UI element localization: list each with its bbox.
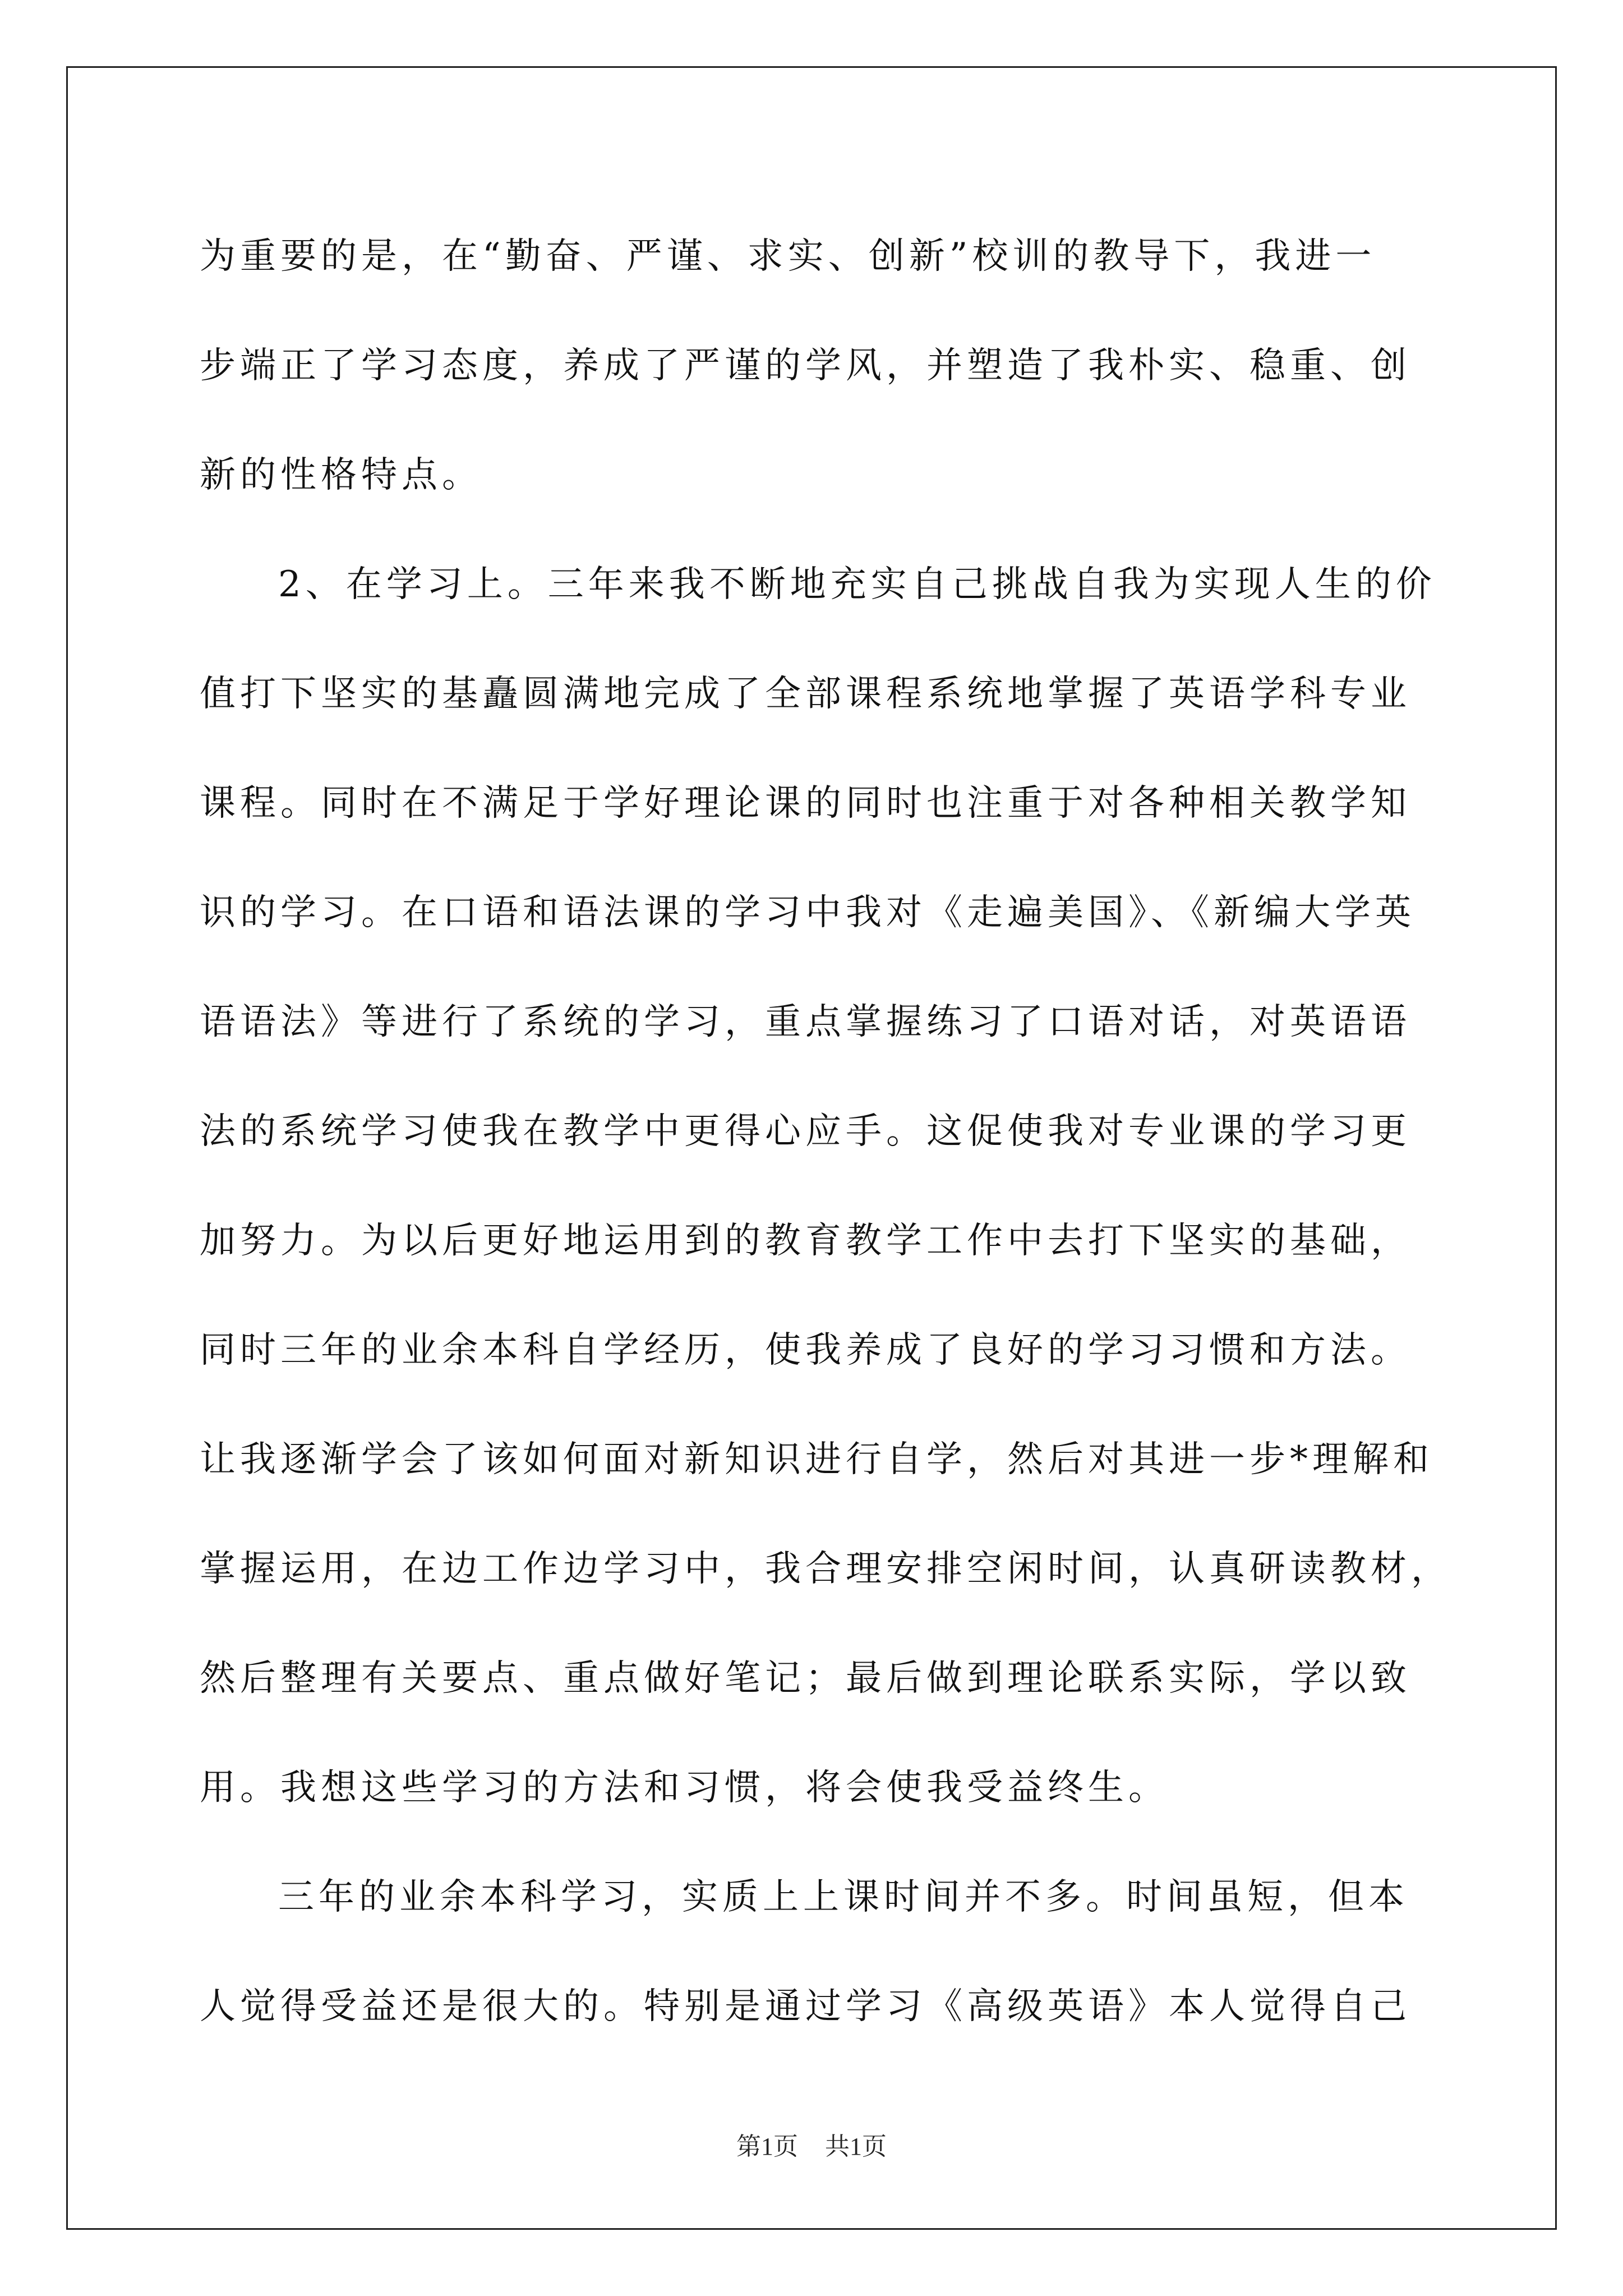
text-line: 为重要的是，在“勤奋、严谨、求实、创新”校训的教导下，我进一	[200, 236, 1376, 277]
text-line: 人觉得受益还是很大的。特别是通过学习《高级英语》本人觉得自己	[200, 1986, 1411, 2027]
text-line: 新的性格特点。	[200, 454, 482, 496]
paragraph-study	[200, 530, 1451, 1843]
paragraph-study-reflection	[200, 1843, 1422, 2062]
paragraph-continuation	[200, 202, 1422, 530]
page-number: 第1页	[736, 2133, 798, 2160]
page-total: 共1页	[825, 2133, 887, 2160]
text-line: 同时三年的业余本科自学经历，使我养成了良好的学习习惯和方法。	[200, 1329, 1411, 1371]
document-body	[200, 202, 1451, 2062]
text-line: 加努力。为以后更好地运用到的教育教学工作中去打下坚实的基础，	[200, 1220, 1411, 1262]
text-line: 2、在学习上。三年来我不断地充实自己挑战自我为实现人生的价	[278, 564, 1436, 605]
text-line: 掌握运用，在边工作边学习中，我合理安排空闲时间，认真研读教材，	[200, 1548, 1451, 1590]
text-line: 然后整理有关要点、重点做好笔记；最后做到理论联系实际，学以致	[200, 1658, 1411, 1699]
text-line: 三年的业余本科学习，实质上上课时间并不多。时间虽短，但本	[278, 1876, 1409, 1918]
text-line: 法的系统学习使我在教学中更得心应手。这促使我对专业课的学习更	[200, 1111, 1411, 1152]
text-line: 步端正了学习态度，养成了严谨的学风，并塑造了我朴实、稳重、创	[200, 345, 1411, 386]
text-line: 用。我想这些学习的方法和习惯，将会使我受益终生。	[200, 1767, 1169, 1809]
text-line: 语语法》等进行了系统的学习，重点掌握练习了口语对话，对英语语	[200, 1001, 1411, 1043]
text-line: 识的学习。在口语和语法课的学习中我对《走遍美国》、《新编大学英	[200, 892, 1415, 933]
text-line: 值打下坚实的基矗圆满地完成了全部课程系统地掌握了英语学科专业	[200, 673, 1411, 715]
text-line: 让我逐渐学会了该如何面对新知识进行自学，然后对其进一步*理解和	[200, 1439, 1433, 1480]
text-line: 课程。同时在不满足于学好理论课的同时也注重于对各种相关教学知	[200, 783, 1411, 824]
page-footer	[0, 2126, 1623, 2162]
